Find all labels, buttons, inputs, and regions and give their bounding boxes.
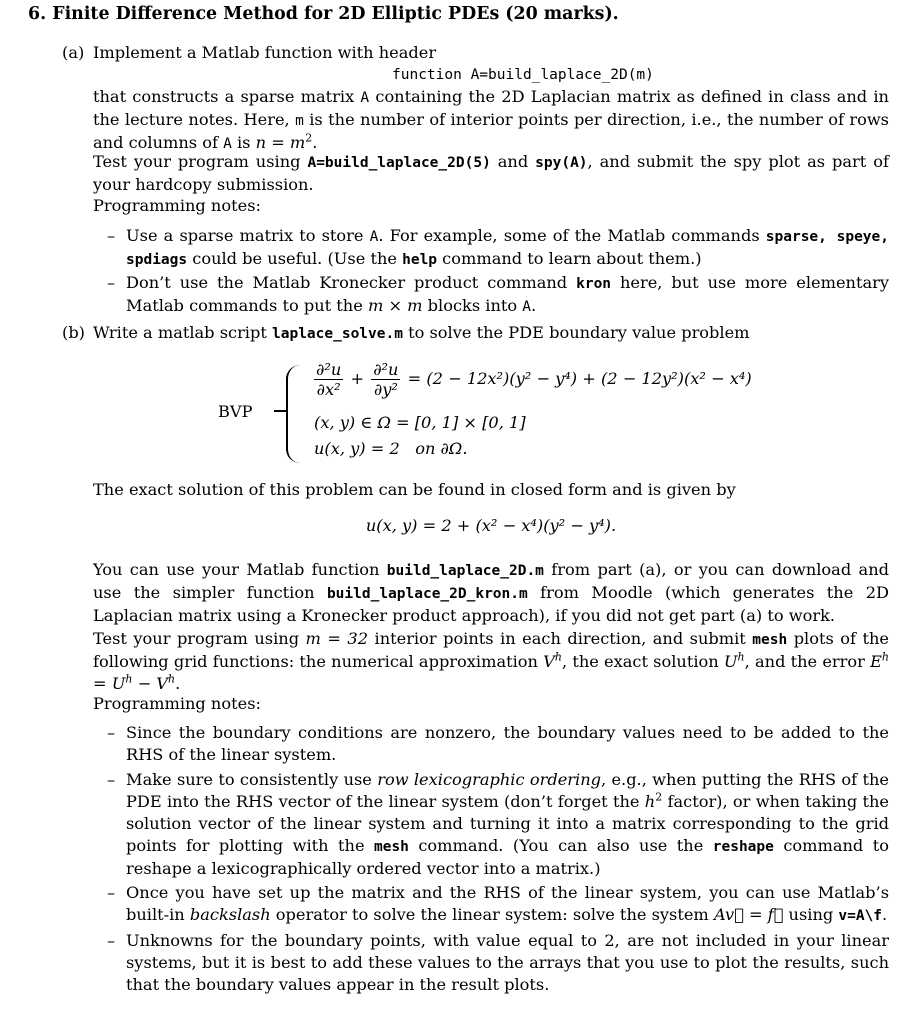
bvp-boundary-condition: u(x, y) = 2 on ∂Ω. bbox=[314, 439, 468, 458]
part-a-note-2: – Don’t use the Matlab Kronecker product command kron here, but use more elementary Matlab commands to put the m × m blocks into A. bbox=[107, 273, 889, 315]
part-a-intro: Implement a Matlab function with header bbox=[93, 43, 437, 62]
part-a-paragraph-2: Test your program using A=build_laplace_2D(5) and spy(A), and submit the spy plot as part of your hardcopy submission. bbox=[93, 152, 889, 194]
part-b-note-4: – Unknowns for the boundary points, with value equal to 2, are not included in your linear systems, but it is best to add these values to the arrays that you use to plot the results, such that the boundary values appear in the result plots. bbox=[107, 931, 889, 994]
bvp-pde-equation: $\frac{\text{∂²u}}{\text{∂x²}}$ + $\frac{\text{∂²u}}{\text{∂y²}}$ = (2 − 12x²)(y² − y⁴) + (2 − 12y²)(x² − x⁴) bbox=[316, 360, 752, 399]
part-b-note-3: – Once you have set up the matrix and the RHS of the linear system, you can use Matlab’s built-in backslash operator to solve the linear system: solve the system Av⃗ = f⃗ using v=A\f. bbox=[107, 883, 889, 924]
bvp-domain: (x, y) ∈ Ω = [0, 1] × [0, 1] bbox=[314, 413, 526, 432]
part-b-note-2: – Make sure to consistently use row lexicographic ordering, e.g., when putting the RHS of the PDE into the RHS vector of the linear system (don’t forget the $h^2$ factor), or when taking the solution vector of the linear system and turning it into a matrix corresponding to the grid points for plotting with the mesh command. (You can also use the reshape command to reshape a lexicographically ordered vector into a matrix.) bbox=[107, 770, 889, 878]
part-a-paragraph-1: that constructs a sparse matrix A containing the 2D Laplacian matrix as defined in class and in the lecture notes. Here, m is the number of interior points per direction, i.e., the number of rows and columns of A is $n = m^2$. bbox=[93, 87, 889, 152]
question-title: Finite Difference Method for 2D Elliptic PDEs (20 marks). bbox=[52, 4, 619, 24]
exact-solution-intro: The exact solution of this problem can be found in closed form and is given by bbox=[93, 480, 736, 499]
part-b-paragraph-test: Test your program using m = 32 interior points in each direction, and submit mesh plots of the following grid functions: the numerical approximation $V^h$, the exact solution $U^h$, and the error $E^h = U^h - V^h$. bbox=[93, 629, 890, 693]
bvp-label: BVP bbox=[218, 402, 253, 421]
question-number: 6. bbox=[28, 4, 47, 24]
part-b-note-1: – Since the boundary conditions are nonzero, the boundary values need to be added to the RHS of the linear system. bbox=[107, 723, 889, 764]
question-heading bbox=[28, 3, 619, 25]
function-header-code: function A=build_laplace_2D(m) bbox=[392, 67, 654, 83]
part-a-notes-title: Programming notes: bbox=[93, 196, 261, 215]
part-a-note-1: – Use a sparse matrix to store A. For example, some of the Matlab commands sparse, speye, spdiags could be useful. (Use the help command to learn about them.) bbox=[107, 226, 889, 268]
part-b-intro: Write a matlab script laplace_solve.m to solve the PDE boundary value problem bbox=[93, 323, 750, 342]
part-b-label: (b) bbox=[62, 323, 85, 342]
part-a-label: (a) bbox=[62, 43, 85, 62]
exact-solution-formula: u(x, y) = 2 + (x² − x⁴)(y² − y⁴). bbox=[365, 516, 617, 535]
bvp-brace bbox=[286, 365, 302, 463]
part-b-notes-title: Programming notes: bbox=[93, 694, 261, 713]
part-b-paragraph-use: You can use your Matlab function build_laplace_2D.m from part (a), or you can download and use the simpler function build_laplace_2D_kron.m from Moodle (which generates the 2D Laplacian matrix using a Kronecker product approach), if you did not get part (a) to work. bbox=[93, 560, 890, 625]
